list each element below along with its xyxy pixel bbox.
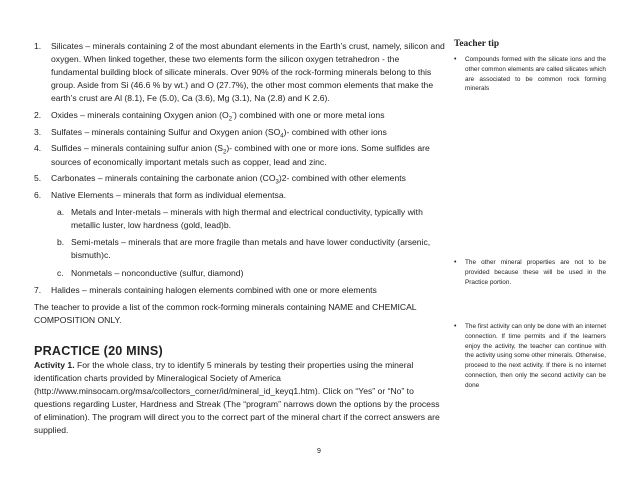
list-item-text: Carbonates – minerals containing the carbonate anion (CO <box>51 173 276 184</box>
list-item-text: Native Elements – minerals that form as individual elementsa. <box>51 189 287 200</box>
list-number: 5. <box>34 173 42 184</box>
list-item-text: Halides – minerals containing halogen elements combined with one or more elements <box>51 285 377 296</box>
list-item-sulfates <box>34 126 446 139</box>
superscript: - <box>232 110 235 117</box>
teacher-note: The teacher to provide a list of the common rock-forming minerals containing NAME and CHEMICAL COMPOSITION ONLY. <box>34 301 417 325</box>
list-item-text-cont: ) combined with one or more metal ions <box>234 110 385 121</box>
sublist-item-metals <box>51 206 446 232</box>
list-number: 3. <box>34 126 42 137</box>
sublist-item-text: Metals and Inter-metals – minerals with high thermal and electrical conductivity, typically with metallic luster, low hardness (gold, lead)b. <box>71 207 423 231</box>
activity-label: Activity 1. <box>34 359 75 370</box>
practice-heading: PRACTICE (20 MINS) <box>34 343 163 358</box>
tip-text: The first activity can only be done with an internet connection. If time permits and if the learners enjoy the activity, the teacher can continue with the activity using some other minerals. Otherwise, proceed to the next activity. If there is no internet connection, then only the second activity can be done <box>465 323 607 389</box>
list-item-silicates <box>34 40 446 105</box>
sublist-item-semi-metals <box>51 236 446 262</box>
activity-text: For the whole class, try to identify 5 minerals by testing their properties using the mineral identification charts provided by Mineralogical Society of America (http://www.minsocam.org/msa/collectors_corner/id/mineral_id_keyq1.htm). Click on “Yes” or “No” to questions regarding Luster, Hardness and Streak (The “program” narrows down the options by the process of elimination). The program will direct you to the correct part of the mineral chart if the correct answers are supplied. <box>34 359 440 436</box>
list-item-text-cont: )2- combined with other elements <box>278 173 406 184</box>
mineral-class-list <box>34 40 446 297</box>
list-item-sulfides <box>34 142 446 168</box>
sublist-letter: c. <box>57 267 64 278</box>
list-number: 1. <box>34 41 42 51</box>
list-item-text: Sulfides – minerals containing sulfur anion (S <box>51 143 223 154</box>
tip-text: The other mineral properties are not to be provided because these will be used in the Practice portion. <box>465 259 606 286</box>
sublist-item-text: Nonmetals – nonconductive (sulfur, diamond) <box>71 267 244 278</box>
sublist-item-nonmetals <box>51 267 446 280</box>
list-number: 7. <box>34 285 42 296</box>
teacher-tip-1 <box>454 55 606 94</box>
bullet-icon: • <box>454 323 457 330</box>
list-item-native-elements <box>34 189 446 280</box>
list-item-text: Oxides – minerals containing Oxygen anion (O <box>51 110 229 121</box>
activity-paragraph <box>34 359 446 438</box>
teacher-tip-title: Teacher tip <box>454 39 500 49</box>
list-item-text-cont: )- combined with other ions <box>283 126 387 137</box>
subscript: 2 <box>222 150 227 157</box>
list-number: 2. <box>34 110 42 121</box>
list-item-halides <box>34 284 446 297</box>
list-item-carbonates <box>34 172 446 185</box>
list-item-text-cont: )- combined with one or more ions. Some sulfides are sources of economically important metals such as copper, lead and zinc. <box>51 143 430 167</box>
teacher-tip-2 <box>454 258 606 287</box>
page-number: 9 <box>317 448 321 455</box>
bullet-icon: • <box>454 56 457 63</box>
subscript: 4 <box>280 133 284 140</box>
sublist-letter: a. <box>57 207 65 217</box>
tip-text: Compounds formed with the silicate ions and the other common elements are called silicates which are associated to be common rock forming minerals <box>465 56 606 93</box>
list-item-text: Sulfates – minerals containing Sulfur and Oxygen anion (SO <box>51 126 281 137</box>
teacher-tip-3 <box>454 322 606 391</box>
list-item-text: Silicates – minerals containing 2 of the most abundant elements in the Earth’s crust, namely, silicon and oxygen. When linked together, these two elements form the silicon oxygen tetrahedron - the fundamental building block of silicate minerals. Over 90% of the rock-forming minerals belong to this group. Aside from Si (46.6 % by wt.) and O (27.7%), the other most common elements that make the earth’s crust are Al (8.1), Fe (5.0), Ca (3.6), Mg (3.1), Na (2.8) and K 2.6). <box>51 41 445 104</box>
list-item-oxides <box>34 109 446 122</box>
list-number: 6. <box>34 189 42 200</box>
subscript: 3 <box>275 179 279 186</box>
list-number: 4. <box>34 143 42 154</box>
native-elements-sublist <box>51 206 446 280</box>
subscript: 2 <box>228 116 233 123</box>
sublist-item-text: Semi-metals – minerals that are more fragile than metals and have lower conductivity (arsenic, bismuth)c. <box>71 237 431 261</box>
main-content <box>34 40 446 437</box>
bullet-icon: • <box>454 259 457 266</box>
sublist-letter: b. <box>57 237 65 248</box>
